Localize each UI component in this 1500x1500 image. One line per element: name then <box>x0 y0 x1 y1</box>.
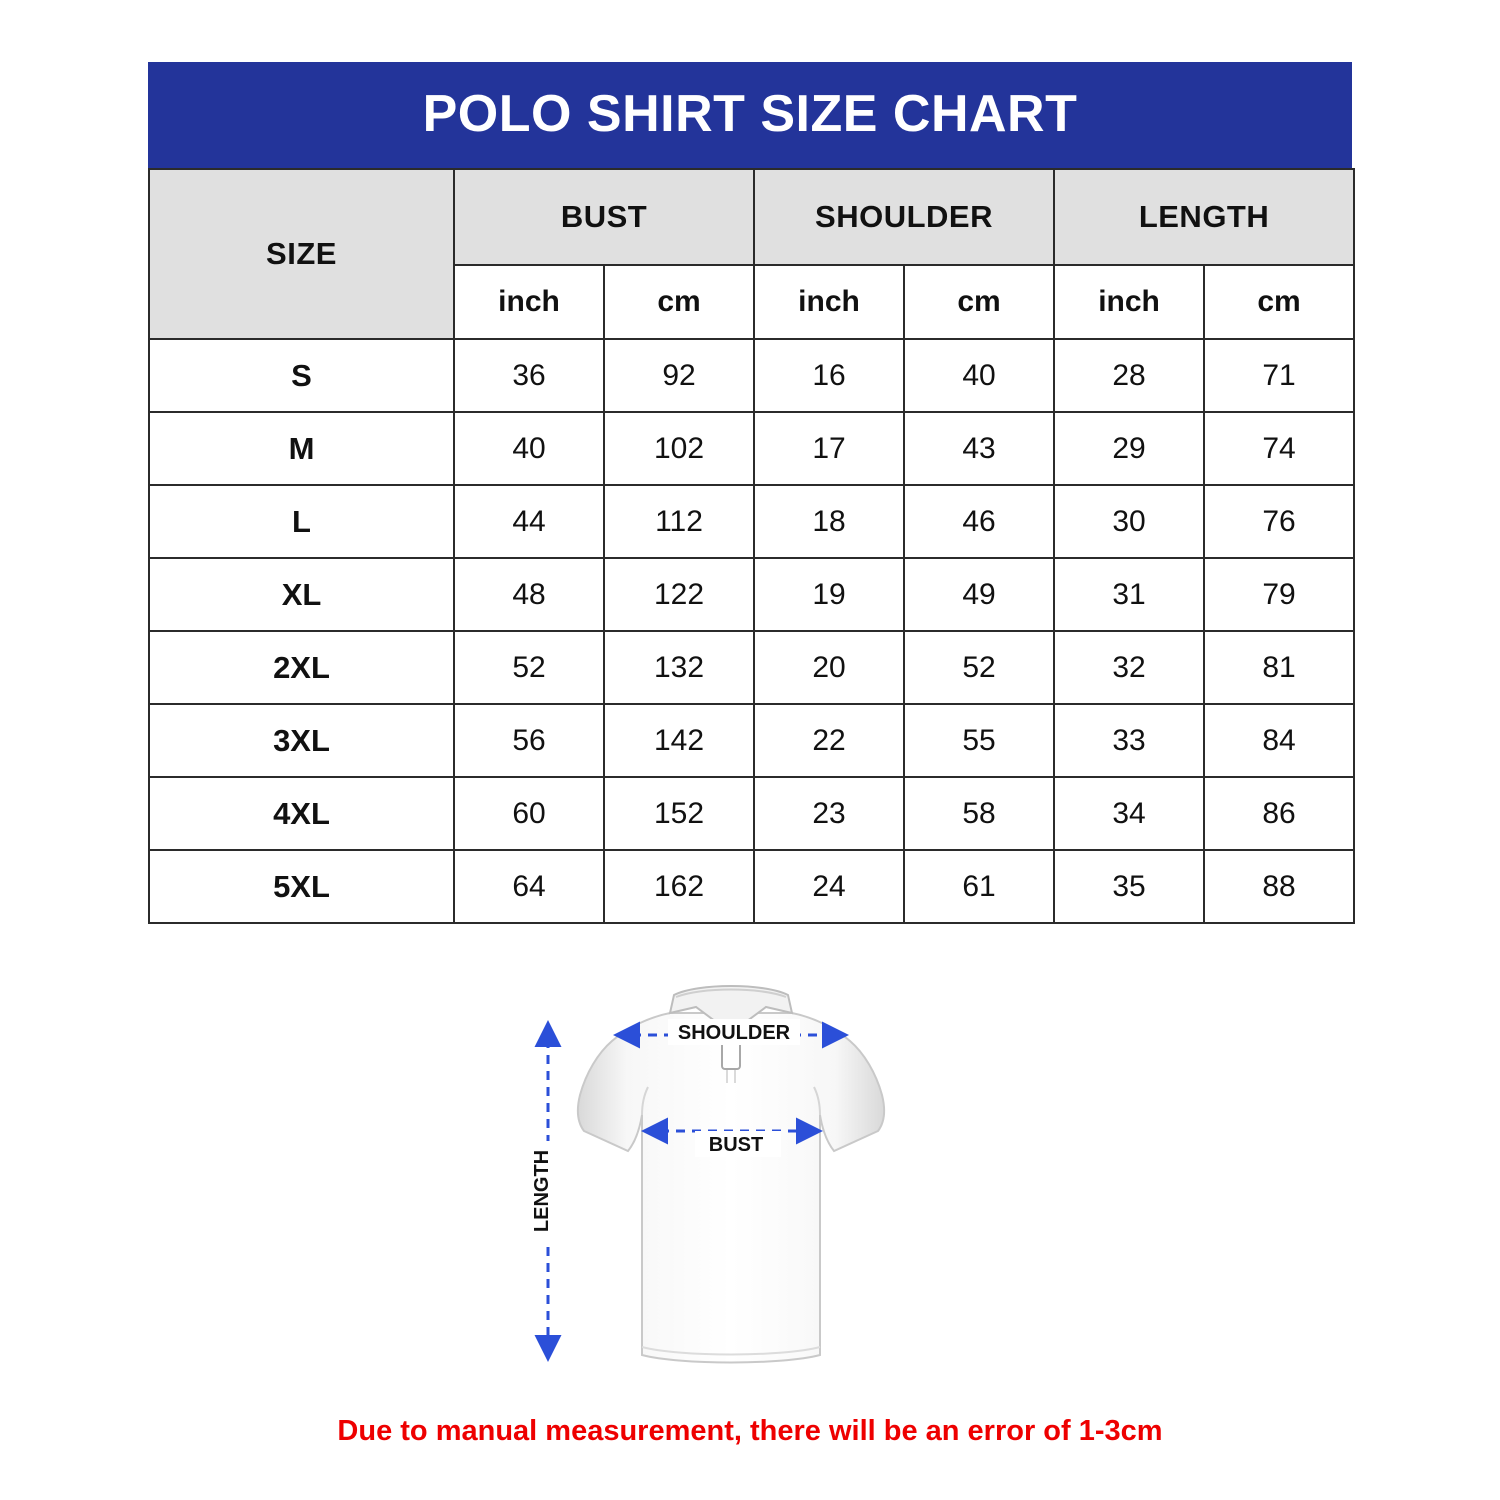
cell-size: 2XL <box>149 631 454 704</box>
shoulder-label: SHOULDER <box>677 1022 791 1044</box>
unit-header-shoulder-inch: inch <box>754 265 904 339</box>
cell-length-cm: 88 <box>1204 850 1354 923</box>
cell-bust-inch: 64 <box>454 850 604 923</box>
cell-length-cm: 79 <box>1204 558 1354 631</box>
cell-bust-cm: 112 <box>604 485 754 558</box>
cell-length-inch: 34 <box>1054 777 1204 850</box>
cell-shoulder-cm: 49 <box>904 558 1054 631</box>
table-row <box>149 339 1354 412</box>
unit-header-bust-cm: cm <box>604 265 754 339</box>
cell-length-inch: 31 <box>1054 558 1204 631</box>
cell-size: M <box>149 412 454 485</box>
table-row <box>149 777 1354 850</box>
cell-shoulder-inch: 17 <box>754 412 904 485</box>
unit-header-length-cm: cm <box>1204 265 1354 339</box>
cell-length-cm: 76 <box>1204 485 1354 558</box>
cell-bust-cm: 92 <box>604 339 754 412</box>
bust-label: BUST <box>708 1134 764 1156</box>
cell-size: 3XL <box>149 704 454 777</box>
cell-shoulder-inch: 20 <box>754 631 904 704</box>
cell-bust-cm: 102 <box>604 412 754 485</box>
table-row <box>149 704 1354 777</box>
cell-length-inch: 29 <box>1054 412 1204 485</box>
cell-length-inch: 28 <box>1054 339 1204 412</box>
length-label: LENGTH <box>531 1149 553 1233</box>
size-chart-table <box>148 168 1355 924</box>
cell-size: L <box>149 485 454 558</box>
cell-bust-inch: 40 <box>454 412 604 485</box>
cell-shoulder-inch: 19 <box>754 558 904 631</box>
cell-length-cm: 81 <box>1204 631 1354 704</box>
cell-shoulder-cm: 46 <box>904 485 1054 558</box>
measurement-note: Due to manual measurement, there will be an error of 1-3cm <box>337 1415 1163 1447</box>
unit-header-length-inch: inch <box>1054 265 1204 339</box>
table-row <box>149 558 1354 631</box>
column-header-bust: BUST <box>454 169 754 265</box>
table-header <box>149 169 1354 339</box>
unit-header-shoulder-cm: cm <box>904 265 1054 339</box>
cell-shoulder-inch: 23 <box>754 777 904 850</box>
table-body <box>149 339 1354 923</box>
cell-size: XL <box>149 558 454 631</box>
cell-length-cm: 74 <box>1204 412 1354 485</box>
cell-shoulder-inch: 16 <box>754 339 904 412</box>
cell-bust-inch: 48 <box>454 558 604 631</box>
cell-length-inch: 30 <box>1054 485 1204 558</box>
cell-shoulder-cm: 61 <box>904 850 1054 923</box>
measurement-diagram <box>520 955 940 1385</box>
cell-size: S <box>149 339 454 412</box>
cell-shoulder-inch: 22 <box>754 704 904 777</box>
cell-length-inch: 33 <box>1054 704 1204 777</box>
cell-bust-cm: 132 <box>604 631 754 704</box>
cell-shoulder-cm: 52 <box>904 631 1054 704</box>
cell-size: 4XL <box>149 777 454 850</box>
table-row <box>149 412 1354 485</box>
page-title: POLO SHIRT SIZE CHART <box>148 62 1352 168</box>
cell-bust-cm: 122 <box>604 558 754 631</box>
size-chart-container <box>148 62 1352 924</box>
cell-bust-inch: 56 <box>454 704 604 777</box>
column-header-size: SIZE <box>149 169 454 339</box>
cell-length-cm: 84 <box>1204 704 1354 777</box>
table-row <box>149 850 1354 923</box>
cell-length-inch: 35 <box>1054 850 1204 923</box>
cell-shoulder-cm: 43 <box>904 412 1054 485</box>
cell-bust-inch: 60 <box>454 777 604 850</box>
cell-bust-cm: 152 <box>604 777 754 850</box>
cell-length-cm: 71 <box>1204 339 1354 412</box>
unit-header-bust-inch: inch <box>454 265 604 339</box>
cell-bust-cm: 162 <box>604 850 754 923</box>
cell-size: 5XL <box>149 850 454 923</box>
group-header-row <box>149 169 1354 265</box>
cell-length-cm: 86 <box>1204 777 1354 850</box>
column-header-shoulder: SHOULDER <box>754 169 1054 265</box>
cell-shoulder-cm: 55 <box>904 704 1054 777</box>
cell-bust-inch: 36 <box>454 339 604 412</box>
cell-bust-inch: 52 <box>454 631 604 704</box>
table-row <box>149 631 1354 704</box>
cell-bust-inch: 44 <box>454 485 604 558</box>
column-header-length: LENGTH <box>1054 169 1354 265</box>
cell-shoulder-cm: 58 <box>904 777 1054 850</box>
cell-length-inch: 32 <box>1054 631 1204 704</box>
cell-shoulder-cm: 40 <box>904 339 1054 412</box>
table-row <box>149 485 1354 558</box>
cell-bust-cm: 142 <box>604 704 754 777</box>
cell-shoulder-inch: 24 <box>754 850 904 923</box>
cell-shoulder-inch: 18 <box>754 485 904 558</box>
